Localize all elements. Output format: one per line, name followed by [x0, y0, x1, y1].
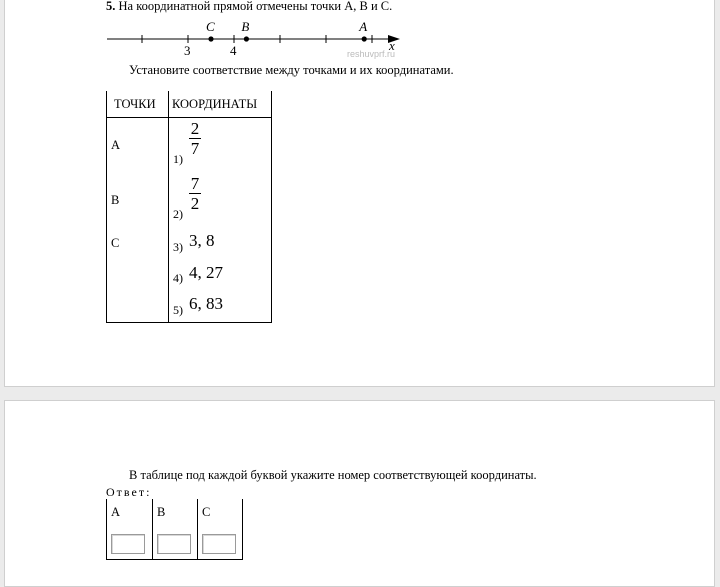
points-group — [206, 19, 367, 42]
option-3 — [169, 228, 272, 259]
point-A-label: A — [359, 19, 368, 34]
answer-panel — [4, 400, 715, 587]
answer-input-A[interactable] — [111, 534, 145, 554]
task-panel — [4, 0, 715, 387]
instruction: Установите соответствие между точками и их координатами. — [129, 63, 454, 77]
point-B: B — [107, 173, 169, 228]
answer-col-A: A — [107, 499, 153, 525]
numerator: 2 — [190, 119, 200, 138]
match-table — [106, 91, 272, 323]
option-value: 3, 8 — [189, 231, 215, 250]
option-1 — [169, 118, 272, 174]
option-4 — [169, 259, 272, 291]
answer-table — [106, 499, 243, 560]
task-number: 5. — [106, 0, 116, 13]
header-coords: КООРДИНАТЫ — [169, 91, 272, 118]
point-A-dot — [362, 36, 367, 41]
denominator: 7 — [190, 139, 200, 158]
point-B-label: B — [241, 19, 250, 34]
number-line — [5, 0, 714, 60]
option-5 — [169, 291, 272, 323]
header-points: ТОЧКИ — [107, 91, 169, 118]
answer-input-B[interactable] — [157, 534, 191, 554]
option-num: 3) — [173, 240, 183, 254]
point-C: C — [107, 228, 169, 259]
option-value: 4, 27 — [189, 263, 223, 282]
numerator: 7 — [190, 174, 200, 193]
axis-label: x — [389, 38, 395, 53]
option-num: 1) — [173, 152, 183, 166]
denominator: 2 — [190, 194, 200, 213]
answer-col-B: B — [153, 499, 198, 525]
point-B-dot — [244, 36, 249, 41]
empty-cell — [107, 291, 169, 323]
tick-label-3: 3 — [184, 43, 191, 58]
point-A: A — [107, 118, 169, 174]
answer-col-C: C — [198, 499, 243, 525]
fraction — [189, 120, 201, 157]
option-num: 2) — [173, 207, 183, 221]
option-num: 5) — [173, 303, 183, 317]
watermark: reshuvprf.ru — [347, 49, 396, 59]
point-C-dot — [208, 36, 213, 41]
empty-cell — [107, 259, 169, 291]
fraction — [189, 175, 201, 212]
option-num: 4) — [173, 271, 183, 285]
option-value: 6, 83 — [189, 294, 223, 313]
answer-instruction: В таблице под каждой буквой укажите номер соответствующей координаты. — [129, 468, 537, 482]
task-text: На координатной прямой отмечены точки A, B и C. — [118, 0, 393, 13]
option-2 — [169, 173, 272, 228]
answer-input-C[interactable] — [202, 534, 236, 554]
answer-label: Ответ: — [106, 485, 152, 499]
point-C-label: C — [206, 19, 215, 34]
tick-label-4: 4 — [230, 43, 237, 58]
